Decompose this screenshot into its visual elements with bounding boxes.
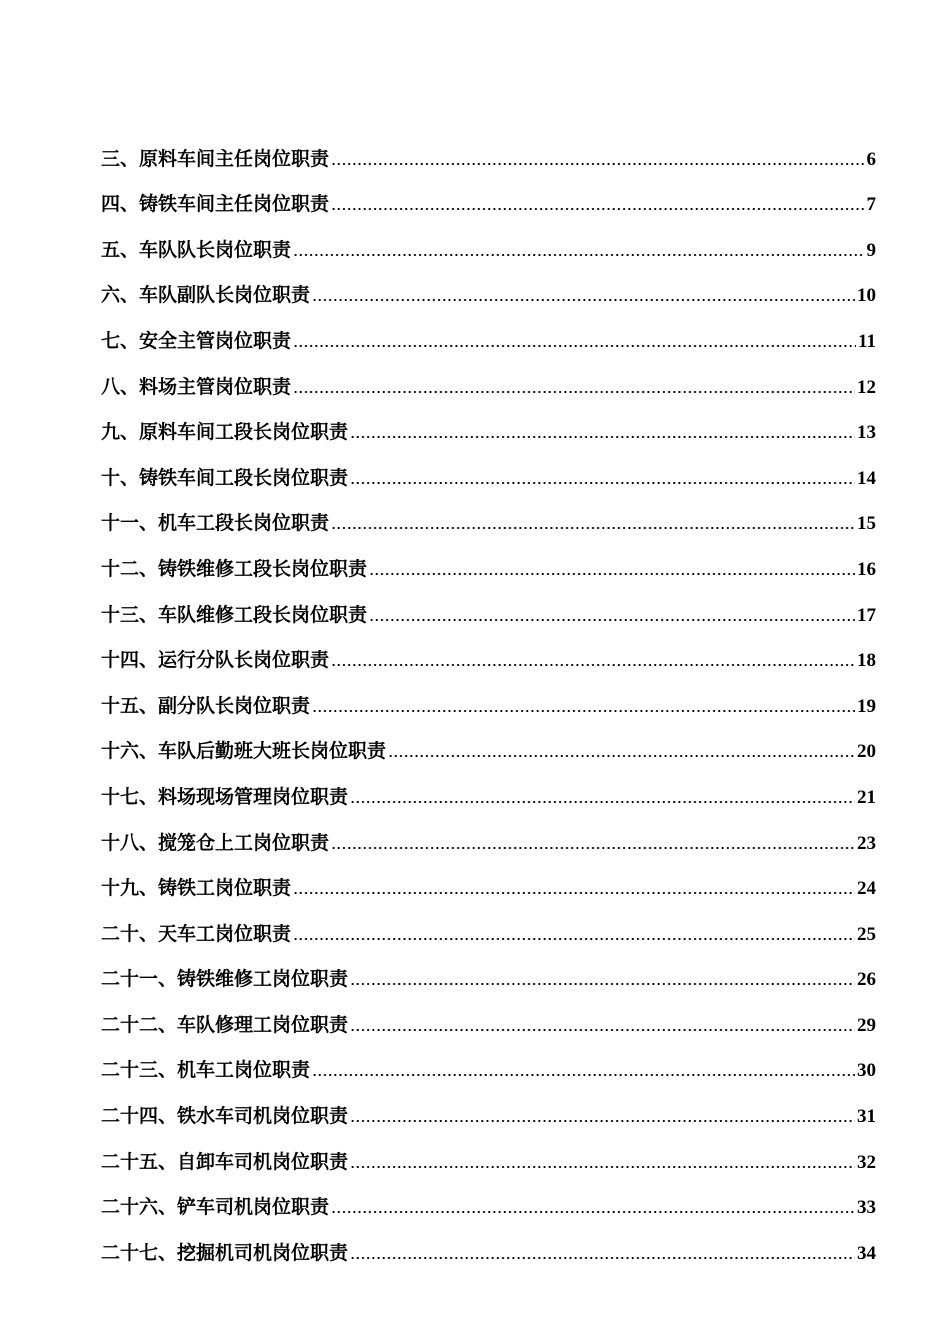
toc-entry[interactable] xyxy=(101,406,876,452)
toc-entry-page-number: 11 xyxy=(858,330,876,352)
dot-leader xyxy=(350,436,855,438)
toc-entry-page-number: 13 xyxy=(857,422,876,444)
toc-entry-title: 二十五、自卸车司机岗位职责 xyxy=(101,1150,349,1173)
toc-entry[interactable] xyxy=(101,269,876,315)
dot-leader xyxy=(331,163,864,165)
toc-entry-title: 三、原料车间主任岗位职责 xyxy=(101,147,330,170)
toc-entry-title: 八、料场主管岗位职责 xyxy=(101,375,292,398)
dot-leader xyxy=(293,892,855,894)
toc-entry-page-number: 10 xyxy=(857,285,876,307)
toc-entry-title: 九、原料车间工段长岗位职责 xyxy=(101,421,349,444)
toc-entry[interactable] xyxy=(101,1135,876,1181)
toc-entry[interactable] xyxy=(101,223,876,269)
toc-entry-page-number: 32 xyxy=(857,1151,876,1173)
toc-entry-page-number: 19 xyxy=(857,695,876,717)
toc-entry-title: 十九、铸铁工岗位职责 xyxy=(101,877,292,900)
toc-entry-title: 十四、运行分队长岗位职责 xyxy=(101,649,330,672)
toc-entry-page-number: 9 xyxy=(866,239,876,261)
dot-leader xyxy=(293,391,855,393)
toc-entry[interactable] xyxy=(101,770,876,816)
toc-entry-title: 四、铸铁车间主任岗位职责 xyxy=(101,193,330,216)
dot-leader xyxy=(331,847,855,849)
dot-leader xyxy=(312,1074,855,1076)
dot-leader xyxy=(350,801,855,803)
toc-entry[interactable] xyxy=(101,816,876,862)
dot-leader xyxy=(350,1120,855,1122)
toc-entry-title: 二十七、挖掘机司机岗位职责 xyxy=(101,1241,349,1264)
dot-leader xyxy=(293,254,864,256)
toc-entry-page-number: 30 xyxy=(857,1060,876,1082)
toc-entry-page-number: 6 xyxy=(866,148,876,170)
toc-entry-title: 二十一、铸铁维修工岗位职责 xyxy=(101,968,349,991)
toc-entry[interactable] xyxy=(101,1226,876,1272)
dot-leader xyxy=(350,983,855,985)
toc-entry[interactable] xyxy=(101,1044,876,1090)
dot-leader xyxy=(331,664,855,666)
toc-entry-page-number: 29 xyxy=(857,1014,876,1036)
toc-entry[interactable] xyxy=(101,725,876,771)
toc-entry[interactable] xyxy=(101,588,876,634)
toc-entry[interactable] xyxy=(101,360,876,406)
toc-entry-title: 十、铸铁车间工段长岗位职责 xyxy=(101,466,349,489)
dot-leader xyxy=(388,755,855,757)
toc-entry-title: 十一、机车工段长岗位职责 xyxy=(101,512,330,535)
toc-entry[interactable] xyxy=(101,953,876,999)
toc-entry-title: 十七、料场现场管理岗位职责 xyxy=(101,785,349,808)
toc-entry-page-number: 21 xyxy=(857,786,876,808)
dot-leader xyxy=(350,482,855,484)
toc-entry-page-number: 7 xyxy=(866,194,876,216)
toc-entry[interactable] xyxy=(101,497,876,543)
toc-entry-title: 二十二、车队修理工岗位职责 xyxy=(101,1013,349,1036)
toc-entry-title: 二十四、铁水车司机岗位职责 xyxy=(101,1105,349,1128)
dot-leader xyxy=(331,208,864,210)
toc-entry-page-number: 24 xyxy=(857,878,876,900)
toc-entry-page-number: 20 xyxy=(857,741,876,763)
toc-entry-page-number: 16 xyxy=(857,558,876,580)
dot-leader xyxy=(331,1211,855,1213)
toc-entry-page-number: 15 xyxy=(857,513,876,535)
toc-entry[interactable] xyxy=(101,907,876,953)
toc-entry[interactable] xyxy=(101,314,876,360)
toc-entry[interactable] xyxy=(101,1181,876,1227)
toc-entry-title: 五、车队队长岗位职责 xyxy=(101,238,292,261)
toc-entry-page-number: 33 xyxy=(857,1197,876,1219)
dot-leader xyxy=(312,299,855,301)
dot-leader xyxy=(350,1166,855,1168)
toc-entry[interactable] xyxy=(101,634,876,680)
toc-entry-page-number: 31 xyxy=(857,1106,876,1128)
toc-entry[interactable] xyxy=(101,132,876,178)
table-of-contents xyxy=(101,132,876,1272)
toc-entry-page-number: 26 xyxy=(857,969,876,991)
dot-leader xyxy=(312,710,855,712)
toc-entry[interactable] xyxy=(101,679,876,725)
dot-leader xyxy=(369,619,855,621)
toc-entry[interactable] xyxy=(101,1089,876,1135)
dot-leader xyxy=(369,573,855,575)
toc-entry-title: 十六、车队后勤班大班长岗位职责 xyxy=(101,740,387,763)
dot-leader xyxy=(331,527,855,529)
toc-entry-page-number: 18 xyxy=(857,650,876,672)
dot-leader xyxy=(350,1029,855,1031)
toc-entry[interactable] xyxy=(101,862,876,908)
dot-leader xyxy=(350,1257,855,1259)
toc-entry-title: 六、车队副队长岗位职责 xyxy=(101,284,311,307)
toc-entry-page-number: 17 xyxy=(857,604,876,626)
toc-entry-title: 十八、搅笼仓上工岗位职责 xyxy=(101,831,330,854)
toc-entry-page-number: 12 xyxy=(857,376,876,398)
toc-entry-title: 十五、副分队长岗位职责 xyxy=(101,694,311,717)
toc-entry-page-number: 25 xyxy=(857,923,876,945)
toc-entry-page-number: 34 xyxy=(857,1242,876,1264)
toc-entry-title: 二十、天车工岗位职责 xyxy=(101,922,292,945)
toc-entry-title: 七、安全主管岗位职责 xyxy=(101,329,292,352)
toc-entry-title: 二十三、机车工岗位职责 xyxy=(101,1059,311,1082)
toc-entry[interactable] xyxy=(101,178,876,224)
toc-entry-title: 二十六、铲车司机岗位职责 xyxy=(101,1196,330,1219)
toc-entry-title: 十三、车队维修工段长岗位职责 xyxy=(101,603,368,626)
dot-leader xyxy=(293,345,856,347)
toc-entry[interactable] xyxy=(101,542,876,588)
toc-entry-title: 十二、铸铁维修工段长岗位职责 xyxy=(101,557,368,580)
toc-entry-page-number: 14 xyxy=(857,467,876,489)
toc-entry[interactable] xyxy=(101,998,876,1044)
toc-entry-page-number: 23 xyxy=(857,832,876,854)
toc-entry[interactable] xyxy=(101,451,876,497)
dot-leader xyxy=(293,938,855,940)
